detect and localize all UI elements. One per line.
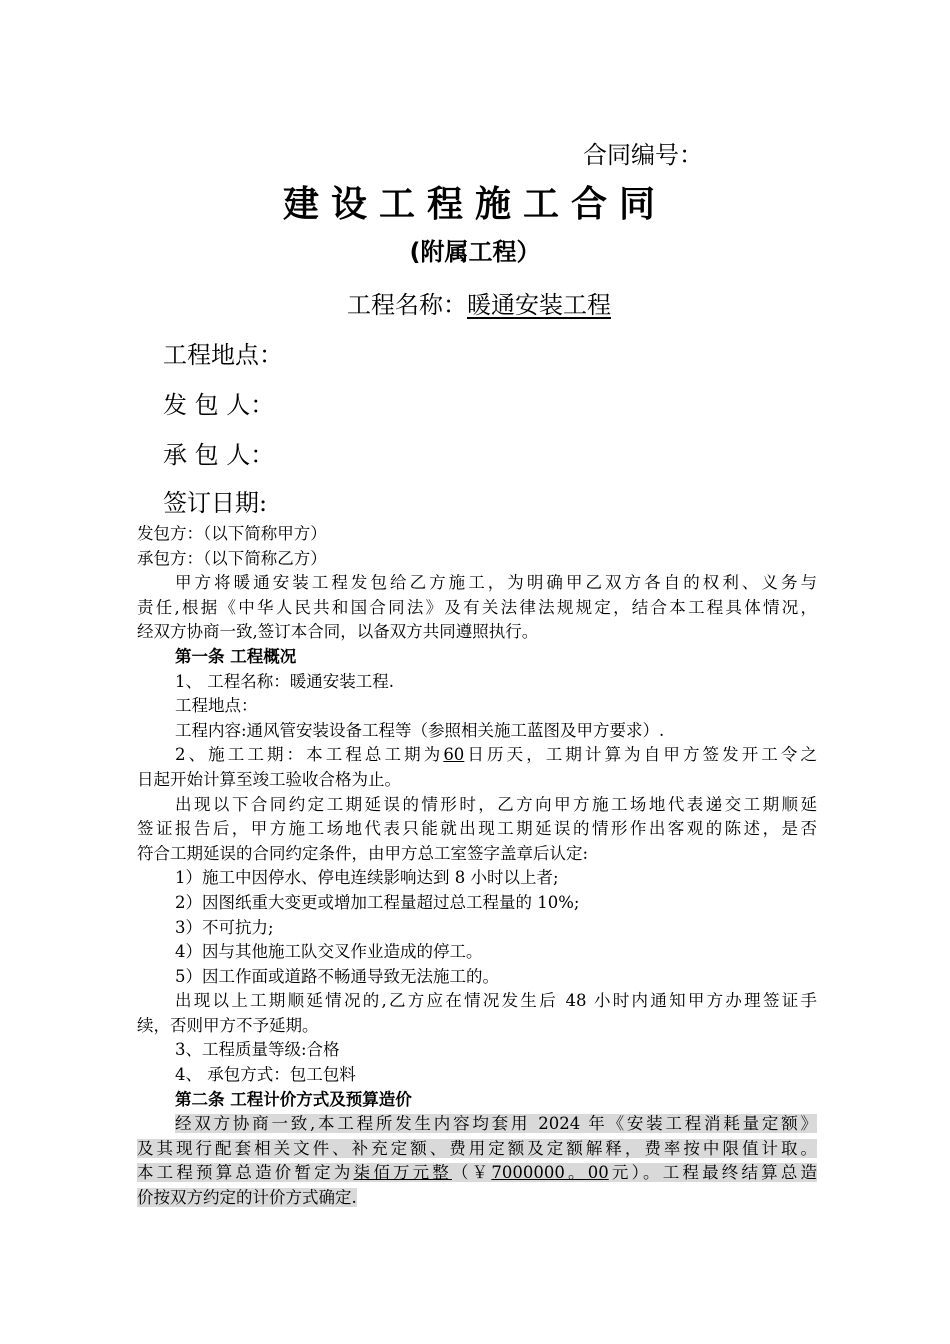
pricing-text: 价按双方约定的计价方式确定. — [137, 1188, 357, 1208]
delay-line: 符合工期延误的合同约定条件，由甲方总工室签字盖章后认定: — [137, 843, 589, 863]
delay-item: 1）施工中因停水、停电连续影响达到 8 小时以上者; — [175, 868, 559, 888]
duration-suffix: 日历天，工期计算为自甲方签发开工令之 — [464, 745, 817, 765]
contract-title: 建设工程施工合同 — [282, 184, 667, 225]
project-name-label: 工程名称： — [347, 291, 467, 319]
notice-line: 续，否则甲方不予延期。 — [137, 1015, 319, 1035]
article-2-heading: 第二条 工程计价方式及预算造价 — [175, 1089, 412, 1109]
employer-label: 发 包 人： — [163, 391, 275, 419]
project-name-row — [347, 285, 611, 320]
pricing-line — [137, 1161, 817, 1186]
project-name-value: 暖通安装工程 — [467, 291, 611, 319]
pricing-line — [137, 1112, 817, 1137]
budget-amount-chinese: 柒佰万元整 — [353, 1163, 452, 1183]
budget-prefix: 本工程预算总造价暂定为 — [137, 1163, 354, 1183]
delay-item: 5）因工作面或道路不畅通导致无法施工的。 — [175, 966, 499, 986]
delay-item: 4）因与其他施工队交叉作业造成的停工。 — [175, 942, 483, 962]
duration-clause-line2: 日起开始计算至竣工验收合格为止。 — [137, 769, 401, 789]
contractor-label: 承 包 人： — [163, 441, 275, 469]
intro-line: 经双方协商一致,签订本合同，以备双方共同遵照执行。 — [137, 622, 539, 642]
delay-item: 3）不可抗力; — [175, 917, 274, 937]
pricing-line — [137, 1186, 817, 1211]
pricing-line — [137, 1137, 817, 1162]
delay-line: 签证报告后，甲方施工场地代表只能就出现工期延误的情形作出客观的陈述，是否 — [137, 819, 817, 839]
budget-paren-open: （￥ — [451, 1163, 492, 1183]
budget-suffix: 元）。工程最终结算总造 — [608, 1163, 818, 1183]
quality-clause: 3、工程质量等级:合格 — [175, 1040, 340, 1060]
party-a-line: 发包方：（以下简称甲方） — [137, 524, 327, 543]
contract-subtitle: (附属工程） — [409, 238, 541, 266]
contract-method-clause: 4、 承包方式：包工包料 — [175, 1065, 356, 1085]
duration-clause — [137, 743, 817, 768]
party-b-line: 承包方：（以下简称乙方） — [137, 548, 327, 568]
pricing-text: 及其现行配套相关文件、补充定额、费用定额及定额解释，费率按中限值计取。 — [137, 1138, 817, 1158]
project-name-clause: 1、 工程名称：暖通安装工程. — [175, 671, 394, 691]
sign-date-label: 签订日期: — [163, 489, 268, 517]
intro-line: 责任,根据《中华人民共和国合同法》及有关法律法规规定，结合本工程具体情况， — [137, 597, 817, 617]
contract-body — [137, 522, 817, 1211]
pricing-text: 经双方协商一致,本工程所发生内容均套用 2024 年《安装工程消耗量定额》 — [175, 1114, 817, 1134]
project-content-clause: 工程内容:通风管安装设备工程等（参照相关施工蓝图及甲方要求）. — [175, 720, 665, 740]
project-location-label: 工程地点： — [163, 341, 283, 369]
notice-line: 出现以上工期顺延情况的,乙方应在情况发生后 48 小时内通知甲方办理签证手 — [175, 991, 817, 1011]
delay-item: 2）因图纸重大变更或增加工程量超过总工程量的 10%; — [175, 892, 580, 912]
duration-days: 60 — [443, 745, 465, 765]
article-1-heading: 第一条 工程概况 — [175, 646, 297, 666]
project-location-clause: 工程地点： — [175, 696, 258, 716]
budget-amount-number: 7000000。00 — [491, 1163, 609, 1183]
contract-number-label: 合同编号： — [583, 141, 703, 169]
intro-line: 甲方将暖通安装工程发包给乙方施工，为明确甲乙双方各自的权利、义务与 — [175, 573, 817, 593]
duration-prefix: 2、施工工期：本工程总工期为 — [175, 745, 444, 765]
delay-line: 出现以下合同约定工期延误的情形时，乙方向甲方施工场地代表递交工期顺延 — [175, 794, 817, 814]
